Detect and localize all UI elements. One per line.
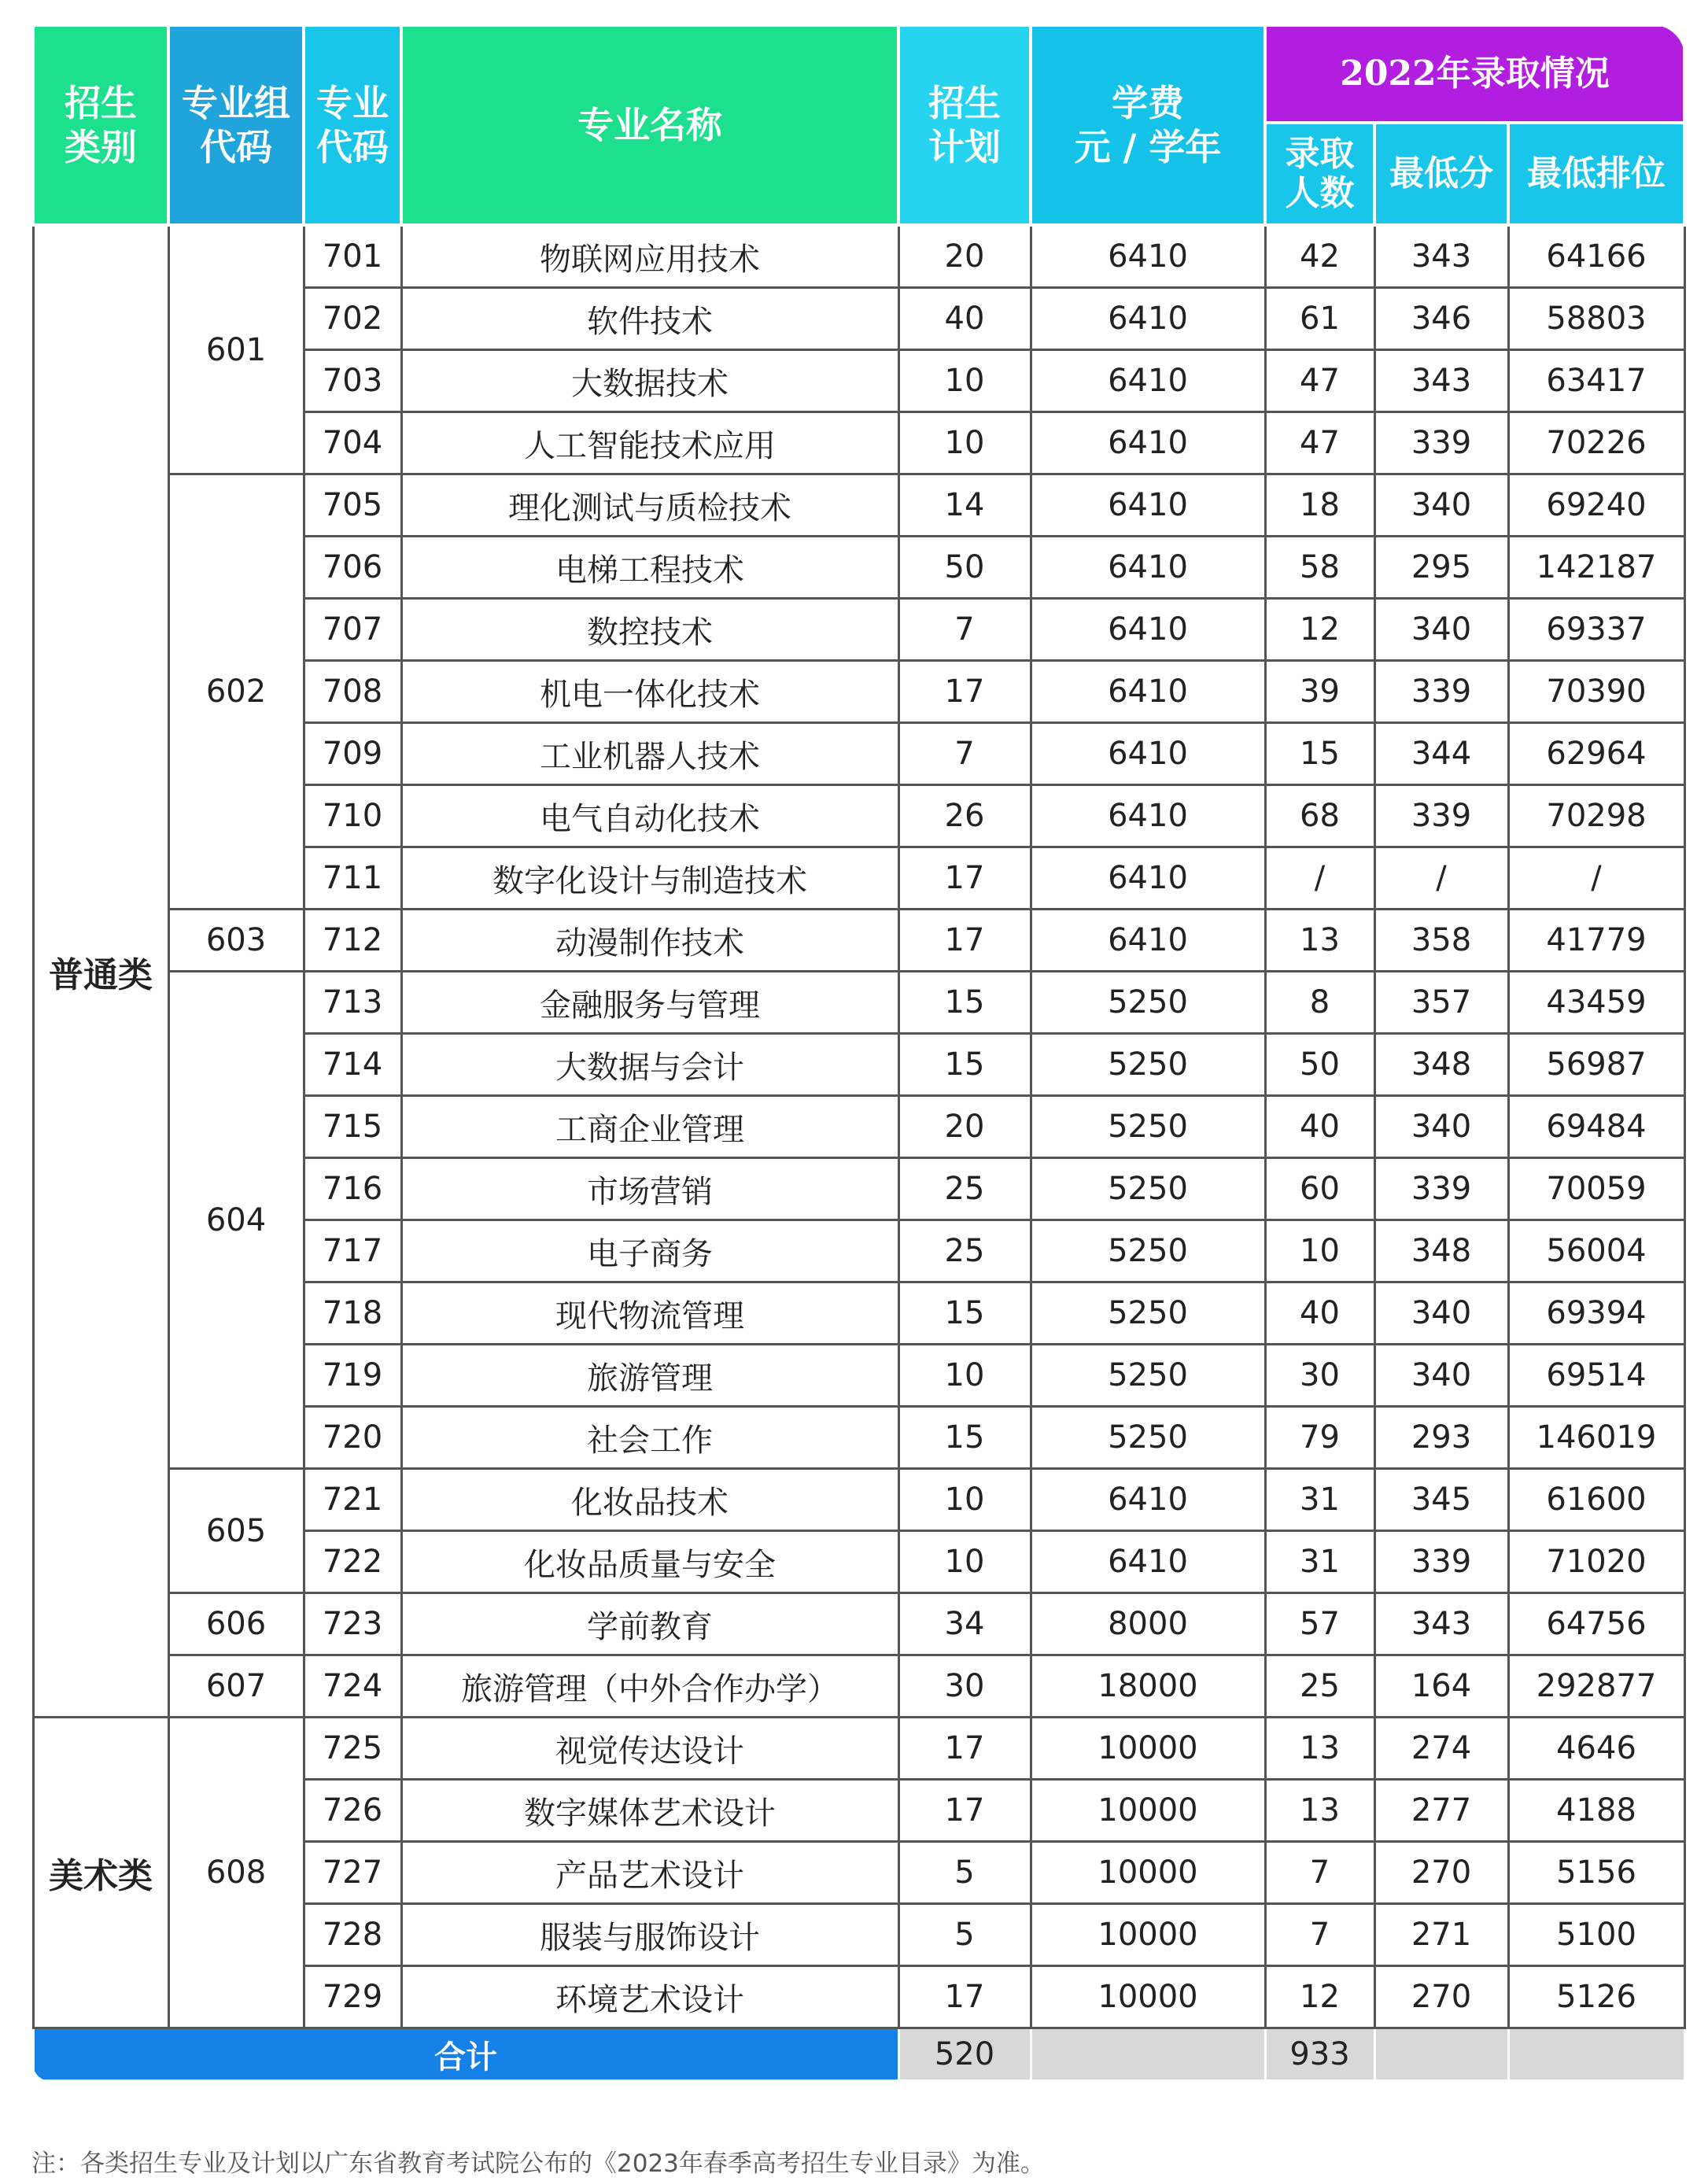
admitted-cell: 12 xyxy=(1265,599,1374,661)
plan-cell: 7 xyxy=(898,599,1031,661)
major-code-cell: 729 xyxy=(304,1966,401,2028)
plan-cell: 15 xyxy=(898,1407,1031,1469)
min-score-cell: 270 xyxy=(1374,1842,1508,1904)
total-row xyxy=(33,2028,1684,2081)
min-rank-cell: 4188 xyxy=(1508,1780,1684,1842)
plan-cell: 14 xyxy=(898,474,1031,537)
tuition-cell: 6410 xyxy=(1031,350,1265,412)
admitted-cell: 13 xyxy=(1265,1718,1374,1780)
min-rank-cell: 69514 xyxy=(1508,1345,1684,1407)
tuition-cell: 10000 xyxy=(1031,1966,1265,2028)
min-score-cell: 340 xyxy=(1374,1096,1508,1158)
major-name-cell: 电子商务 xyxy=(401,1220,898,1282)
min-score-cell: 277 xyxy=(1374,1780,1508,1842)
tuition-cell: 6410 xyxy=(1031,1531,1265,1593)
min-rank-cell: / xyxy=(1508,847,1684,910)
major-name-cell: 电气自动化技术 xyxy=(401,785,898,847)
min-rank-cell: 146019 xyxy=(1508,1407,1684,1469)
min-score-cell: 345 xyxy=(1374,1469,1508,1531)
plan-cell: 17 xyxy=(898,847,1031,910)
major-code-cell: 723 xyxy=(304,1593,401,1655)
major-name-cell: 学前教育 xyxy=(401,1593,898,1655)
major-name-cell: 工业机器人技术 xyxy=(401,723,898,785)
admitted-cell: 79 xyxy=(1265,1407,1374,1469)
admitted-cell: / xyxy=(1265,847,1374,910)
major-code-cell: 704 xyxy=(304,412,401,474)
header-tuition-line2: 元 / 学年 xyxy=(1074,126,1222,168)
table-row xyxy=(33,910,1684,972)
min-score-cell: 270 xyxy=(1374,1966,1508,2028)
category-cell: 美术类 xyxy=(33,1718,168,2028)
admitted-cell: 40 xyxy=(1265,1096,1374,1158)
plan-cell: 50 xyxy=(898,537,1031,599)
min-score-cell: 348 xyxy=(1374,1220,1508,1282)
admitted-cell: 25 xyxy=(1265,1655,1374,1718)
admitted-cell: 18 xyxy=(1265,474,1374,537)
major-name-cell: 物联网应用技术 xyxy=(401,225,898,288)
min-rank-cell: 58803 xyxy=(1508,288,1684,350)
tuition-cell: 10000 xyxy=(1031,1904,1265,1966)
major-name-cell: 数字媒体艺术设计 xyxy=(401,1780,898,1842)
plan-cell: 10 xyxy=(898,1345,1031,1407)
admitted-cell: 42 xyxy=(1265,225,1374,288)
min-rank-cell: 5126 xyxy=(1508,1966,1684,2028)
admitted-cell: 13 xyxy=(1265,1780,1374,1842)
major-code-cell: 714 xyxy=(304,1034,401,1096)
major-code-cell: 715 xyxy=(304,1096,401,1158)
major-name-cell: 市场营销 xyxy=(401,1158,898,1220)
admitted-cell: 68 xyxy=(1265,785,1374,847)
plan-cell: 25 xyxy=(898,1158,1031,1220)
major-code-cell: 701 xyxy=(304,225,401,288)
group-code-cell: 607 xyxy=(168,1655,304,1718)
table-row xyxy=(33,1655,1684,1718)
tuition-cell: 6410 xyxy=(1031,537,1265,599)
min-score-cell: 358 xyxy=(1374,910,1508,972)
min-rank-cell: 142187 xyxy=(1508,537,1684,599)
major-name-cell: 社会工作 xyxy=(401,1407,898,1469)
tuition-cell: 5250 xyxy=(1031,1034,1265,1096)
admitted-cell: 31 xyxy=(1265,1531,1374,1593)
major-code-cell: 727 xyxy=(304,1842,401,1904)
major-name-cell: 金融服务与管理 xyxy=(401,972,898,1034)
min-score-cell: 348 xyxy=(1374,1034,1508,1096)
major-code-cell: 706 xyxy=(304,537,401,599)
group-code-cell: 606 xyxy=(168,1593,304,1655)
tuition-cell: 10000 xyxy=(1031,1718,1265,1780)
min-score-cell: 339 xyxy=(1374,1158,1508,1220)
tuition-cell: 5250 xyxy=(1031,1158,1265,1220)
major-code-cell: 725 xyxy=(304,1718,401,1780)
min-rank-cell: 63417 xyxy=(1508,350,1684,412)
group-code-cell: 608 xyxy=(168,1718,304,2028)
tuition-cell: 6410 xyxy=(1031,661,1265,723)
min-score-cell: 339 xyxy=(1374,785,1508,847)
major-code-cell: 702 xyxy=(304,288,401,350)
plan-cell: 10 xyxy=(898,412,1031,474)
table-row xyxy=(33,225,1684,288)
admitted-cell: 31 xyxy=(1265,1469,1374,1531)
footnote: 注：各类招生专业及计划以广东省教育考试院公布的《2023年春季高考招生专业目录》为准。 xyxy=(31,2150,1045,2178)
min-score-cell: 164 xyxy=(1374,1655,1508,1718)
plan-cell: 10 xyxy=(898,1531,1031,1593)
table-row xyxy=(33,1718,1684,1780)
header-min-rank: 最低排位 xyxy=(1508,123,1684,225)
min-score-cell: 346 xyxy=(1374,288,1508,350)
table-row xyxy=(33,1593,1684,1655)
min-rank-cell: 5156 xyxy=(1508,1842,1684,1904)
major-name-cell: 动漫制作技术 xyxy=(401,910,898,972)
min-score-cell: 343 xyxy=(1374,225,1508,288)
plan-cell: 15 xyxy=(898,972,1031,1034)
header-major-code: 专业代码 xyxy=(304,25,401,225)
header-admission-2022: 2022年录取情况 xyxy=(1265,25,1684,123)
major-name-cell: 大数据技术 xyxy=(401,350,898,412)
plan-cell: 17 xyxy=(898,1780,1031,1842)
min-score-cell: 339 xyxy=(1374,412,1508,474)
admitted-cell: 40 xyxy=(1265,1282,1374,1345)
min-rank-cell: 70298 xyxy=(1508,785,1684,847)
admitted-cell: 12 xyxy=(1265,1966,1374,2028)
table-row xyxy=(33,474,1684,537)
min-rank-cell: 70226 xyxy=(1508,412,1684,474)
plan-cell: 17 xyxy=(898,661,1031,723)
major-name-cell: 化妆品技术 xyxy=(401,1469,898,1531)
plan-cell: 20 xyxy=(898,1096,1031,1158)
header-major-name: 专业名称 xyxy=(401,25,898,225)
tuition-cell: 6410 xyxy=(1031,723,1265,785)
min-rank-cell: 69337 xyxy=(1508,599,1684,661)
tuition-cell: 6410 xyxy=(1031,910,1265,972)
major-name-cell: 软件技术 xyxy=(401,288,898,350)
major-code-cell: 721 xyxy=(304,1469,401,1531)
major-name-cell: 化妆品质量与安全 xyxy=(401,1531,898,1593)
min-rank-cell: 292877 xyxy=(1508,1655,1684,1718)
min-score-cell: 295 xyxy=(1374,537,1508,599)
tuition-cell: 8000 xyxy=(1031,1593,1265,1655)
admitted-cell: 58 xyxy=(1265,537,1374,599)
plan-cell: 25 xyxy=(898,1220,1031,1282)
min-rank-cell: 64756 xyxy=(1508,1593,1684,1655)
group-code-cell: 604 xyxy=(168,972,304,1469)
min-rank-cell: 69240 xyxy=(1508,474,1684,537)
admitted-cell: 57 xyxy=(1265,1593,1374,1655)
major-code-cell: 719 xyxy=(304,1345,401,1407)
total-label: 合计 xyxy=(33,2028,898,2081)
plan-cell: 5 xyxy=(898,1904,1031,1966)
tuition-cell: 10000 xyxy=(1031,1780,1265,1842)
admitted-cell: 15 xyxy=(1265,723,1374,785)
min-rank-cell: 56004 xyxy=(1508,1220,1684,1282)
min-rank-cell: 70390 xyxy=(1508,661,1684,723)
admitted-cell: 47 xyxy=(1265,412,1374,474)
tuition-cell: 6410 xyxy=(1031,847,1265,910)
plan-cell: 30 xyxy=(898,1655,1031,1718)
tuition-cell: 6410 xyxy=(1031,474,1265,537)
header-admitted: 录取人数 xyxy=(1265,123,1374,225)
plan-cell: 17 xyxy=(898,910,1031,972)
tuition-cell: 5250 xyxy=(1031,1096,1265,1158)
table-body xyxy=(33,225,1684,2081)
major-code-cell: 712 xyxy=(304,910,401,972)
min-score-cell: 339 xyxy=(1374,661,1508,723)
admitted-cell: 61 xyxy=(1265,288,1374,350)
admitted-cell: 7 xyxy=(1265,1842,1374,1904)
major-code-cell: 705 xyxy=(304,474,401,537)
category-cell: 普通类 xyxy=(33,225,168,1718)
admitted-cell: 50 xyxy=(1265,1034,1374,1096)
plan-cell: 20 xyxy=(898,225,1031,288)
major-code-cell: 703 xyxy=(304,350,401,412)
major-name-cell: 现代物流管理 xyxy=(401,1282,898,1345)
admitted-cell: 7 xyxy=(1265,1904,1374,1966)
major-code-cell: 717 xyxy=(304,1220,401,1282)
group-code-cell: 603 xyxy=(168,910,304,972)
min-score-cell: 271 xyxy=(1374,1904,1508,1966)
admitted-cell: 8 xyxy=(1265,972,1374,1034)
major-code-cell: 708 xyxy=(304,661,401,723)
tuition-cell: 5250 xyxy=(1031,1220,1265,1282)
min-rank-cell: 70059 xyxy=(1508,1158,1684,1220)
major-name-cell: 机电一体化技术 xyxy=(401,661,898,723)
min-score-cell: 340 xyxy=(1374,599,1508,661)
major-name-cell: 大数据与会计 xyxy=(401,1034,898,1096)
admitted-cell: 10 xyxy=(1265,1220,1374,1282)
min-rank-cell: 43459 xyxy=(1508,972,1684,1034)
header-min-score: 最低分 xyxy=(1374,123,1508,225)
major-name-cell: 旅游管理（中外合作办学） xyxy=(401,1655,898,1718)
total-admitted: 933 xyxy=(1265,2028,1374,2081)
major-code-cell: 722 xyxy=(304,1531,401,1593)
major-name-cell: 数字化设计与制造技术 xyxy=(401,847,898,910)
plan-cell: 34 xyxy=(898,1593,1031,1655)
min-rank-cell: 64166 xyxy=(1508,225,1684,288)
total-blank-cell xyxy=(1374,2028,1508,2081)
min-score-cell: / xyxy=(1374,847,1508,910)
group-code-cell: 601 xyxy=(168,225,304,474)
min-rank-cell: 56987 xyxy=(1508,1034,1684,1096)
major-code-cell: 710 xyxy=(304,785,401,847)
min-rank-cell: 5100 xyxy=(1508,1904,1684,1966)
major-code-cell: 726 xyxy=(304,1780,401,1842)
min-rank-cell: 69484 xyxy=(1508,1096,1684,1158)
plan-cell: 15 xyxy=(898,1282,1031,1345)
tuition-cell: 18000 xyxy=(1031,1655,1265,1718)
min-rank-cell: 62964 xyxy=(1508,723,1684,785)
min-score-cell: 339 xyxy=(1374,1531,1508,1593)
group-code-cell: 605 xyxy=(168,1469,304,1593)
min-score-cell: 340 xyxy=(1374,1282,1508,1345)
admitted-cell: 47 xyxy=(1265,350,1374,412)
major-name-cell: 理化测试与质检技术 xyxy=(401,474,898,537)
plan-cell: 10 xyxy=(898,350,1031,412)
major-code-cell: 728 xyxy=(304,1904,401,1966)
admission-table xyxy=(31,24,1686,2082)
tuition-cell: 6410 xyxy=(1031,412,1265,474)
min-score-cell: 357 xyxy=(1374,972,1508,1034)
major-name-cell: 人工智能技术应用 xyxy=(401,412,898,474)
major-code-cell: 716 xyxy=(304,1158,401,1220)
group-code-cell: 602 xyxy=(168,474,304,910)
plan-cell: 5 xyxy=(898,1842,1031,1904)
min-score-cell: 340 xyxy=(1374,1345,1508,1407)
major-name-cell: 数控技术 xyxy=(401,599,898,661)
total-blank-cell xyxy=(1031,2028,1265,2081)
min-score-cell: 293 xyxy=(1374,1407,1508,1469)
major-code-cell: 718 xyxy=(304,1282,401,1345)
min-rank-cell: 41779 xyxy=(1508,910,1684,972)
major-name-cell: 工商企业管理 xyxy=(401,1096,898,1158)
admitted-cell: 30 xyxy=(1265,1345,1374,1407)
major-code-cell: 709 xyxy=(304,723,401,785)
tuition-cell: 5250 xyxy=(1031,1282,1265,1345)
table-row xyxy=(33,972,1684,1034)
major-code-cell: 720 xyxy=(304,1407,401,1469)
major-code-cell: 707 xyxy=(304,599,401,661)
tuition-cell: 5250 xyxy=(1031,1407,1265,1469)
major-name-cell: 环境艺术设计 xyxy=(401,1966,898,2028)
major-code-cell: 713 xyxy=(304,972,401,1034)
total-plan: 520 xyxy=(898,2028,1031,2081)
min-rank-cell: 61600 xyxy=(1508,1469,1684,1531)
admission-table-container xyxy=(31,24,1683,2082)
min-rank-cell: 69394 xyxy=(1508,1282,1684,1345)
tuition-cell: 6410 xyxy=(1031,1469,1265,1531)
total-blank-cell xyxy=(1508,2028,1684,2081)
plan-cell: 17 xyxy=(898,1718,1031,1780)
plan-cell: 10 xyxy=(898,1469,1031,1531)
tuition-cell: 5250 xyxy=(1031,1345,1265,1407)
tuition-cell: 6410 xyxy=(1031,599,1265,661)
tuition-cell: 5250 xyxy=(1031,972,1265,1034)
tuition-cell: 6410 xyxy=(1031,288,1265,350)
major-name-cell: 旅游管理 xyxy=(401,1345,898,1407)
major-name-cell: 产品艺术设计 xyxy=(401,1842,898,1904)
min-score-cell: 274 xyxy=(1374,1718,1508,1780)
header-group-code: 专业组代码 xyxy=(168,25,304,225)
tuition-cell: 6410 xyxy=(1031,785,1265,847)
plan-cell: 7 xyxy=(898,723,1031,785)
plan-cell: 15 xyxy=(898,1034,1031,1096)
min-score-cell: 343 xyxy=(1374,1593,1508,1655)
tuition-cell: 10000 xyxy=(1031,1842,1265,1904)
admitted-cell: 60 xyxy=(1265,1158,1374,1220)
min-score-cell: 343 xyxy=(1374,350,1508,412)
min-rank-cell: 4646 xyxy=(1508,1718,1684,1780)
header-tuition-line1: 学费 xyxy=(1112,82,1184,124)
admitted-cell: 39 xyxy=(1265,661,1374,723)
plan-cell: 17 xyxy=(898,1966,1031,2028)
table-row xyxy=(33,1469,1684,1531)
min-score-cell: 344 xyxy=(1374,723,1508,785)
admitted-cell: 13 xyxy=(1265,910,1374,972)
header-plan: 招生计划 xyxy=(898,25,1031,225)
major-name-cell: 视觉传达设计 xyxy=(401,1718,898,1780)
major-code-cell: 711 xyxy=(304,847,401,910)
min-score-cell: 340 xyxy=(1374,474,1508,537)
plan-cell: 40 xyxy=(898,288,1031,350)
header-category: 招生类别 xyxy=(33,25,168,225)
header-tuition xyxy=(1031,25,1265,225)
tuition-cell: 6410 xyxy=(1031,225,1265,288)
major-name-cell: 电梯工程技术 xyxy=(401,537,898,599)
plan-cell: 26 xyxy=(898,785,1031,847)
major-name-cell: 服装与服饰设计 xyxy=(401,1904,898,1966)
major-code-cell: 724 xyxy=(304,1655,401,1718)
min-rank-cell: 71020 xyxy=(1508,1531,1684,1593)
